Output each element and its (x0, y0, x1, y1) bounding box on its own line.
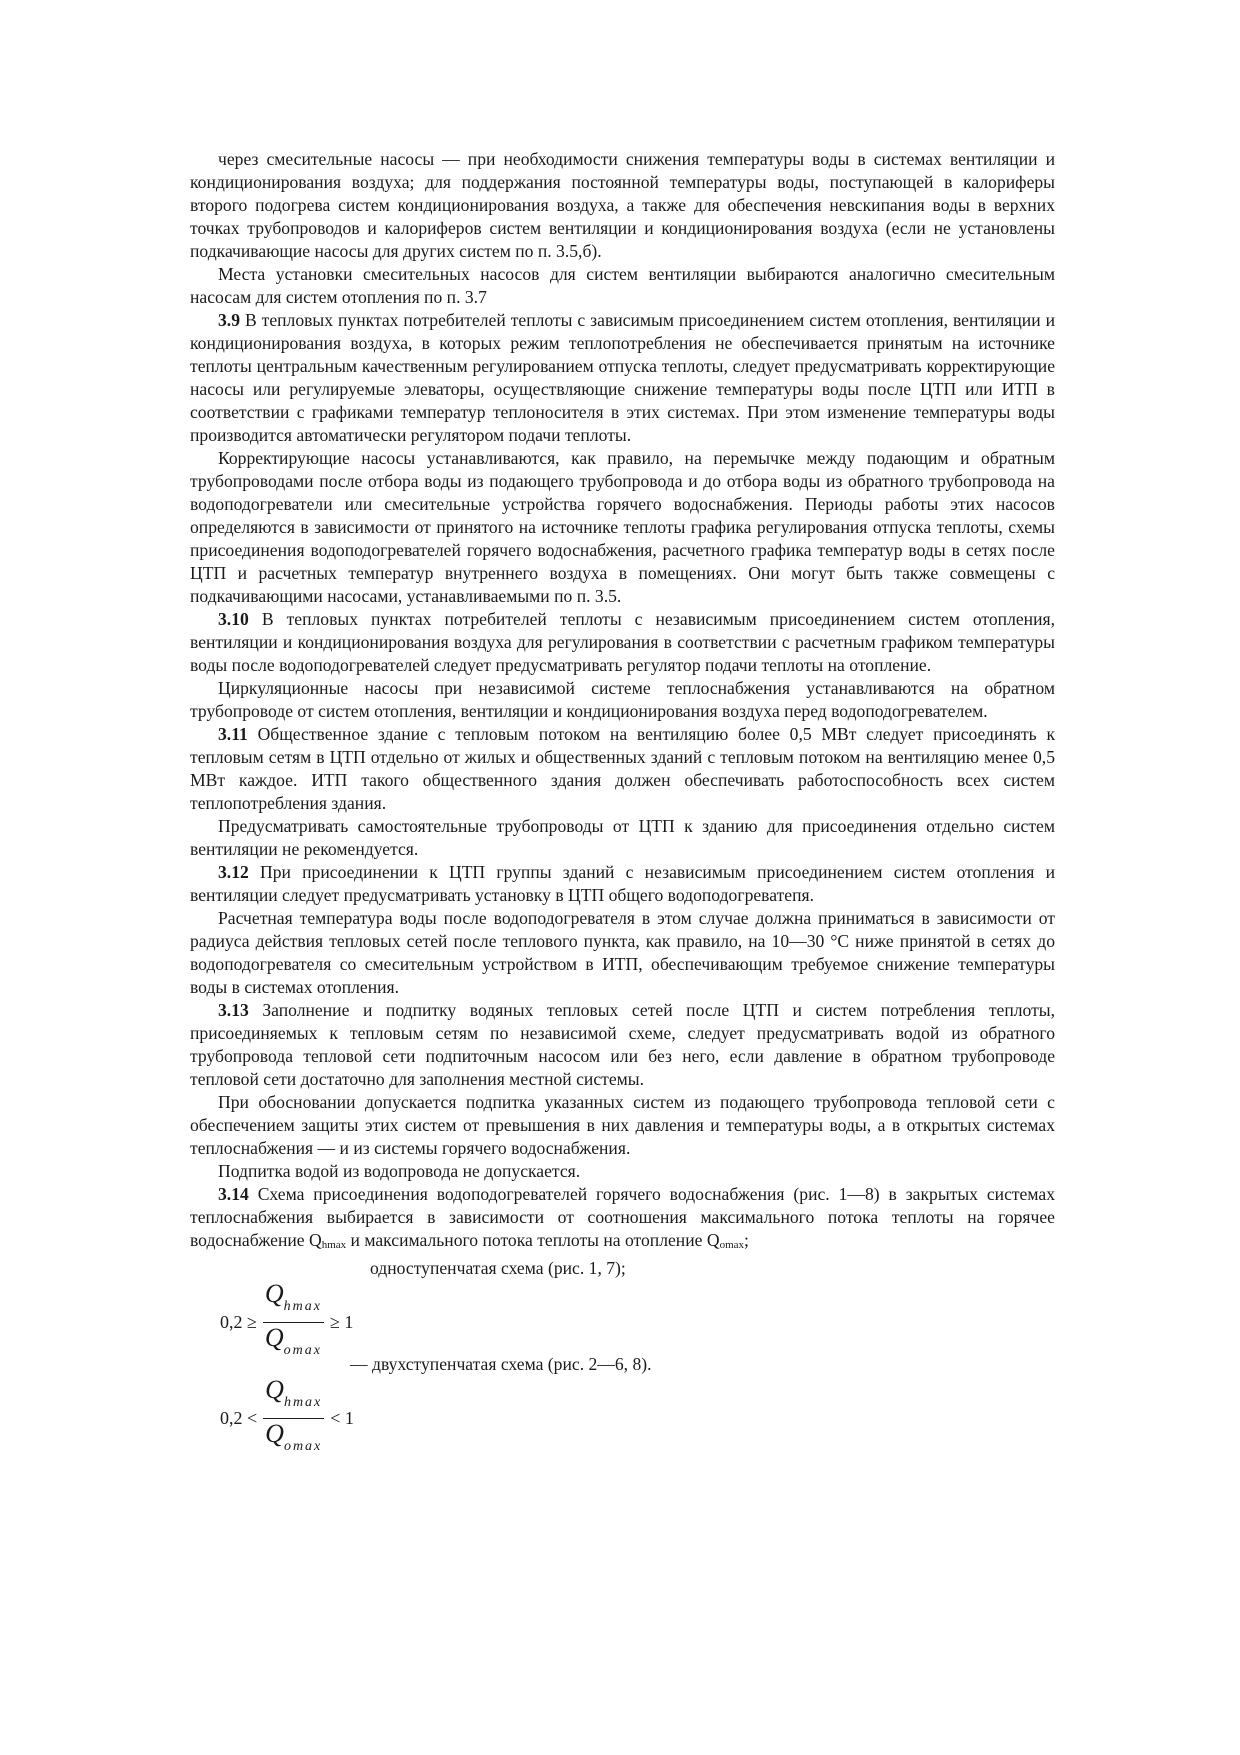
fraction-denominator: $Q_{omax}$ (264, 1323, 322, 1358)
formula-right-side: ≥ 1 (330, 1312, 354, 1332)
formula-left-side: 0,2 < (220, 1408, 258, 1428)
clause-number: 3.12 (218, 862, 249, 882)
clause-number: 3.9 (218, 310, 240, 330)
paragraph-circulation-pumps: Циркуляционные насосы при независимой системе теплоснабжения устанавливаются на обратном трубопроводе от систем отопления, вентиляции и кондиционирования воздуха перед водоподогревателем. (190, 678, 1055, 721)
paragraph-3-12: 3.12 При присоединении к ЦТП группы зданий с независимым присоединением систем отопления и вентиляции следует предусматривать установку в ЦТП общего водоподогреватепя. (190, 862, 1055, 905)
paragraph-mixing-pumps-location: Места установки смесительных насосов для систем вентиляции выбираются аналогично смесительным насосам для систем отопления по п. 3.7 (190, 264, 1055, 307)
paragraph-3-13: 3.13 Заполнение и подпитку водяных тепловых сетей после ЦТП и систем потребления теплоты, присоединяемых к тепловым сетям по независимой схеме, следует предусматривать водой из обратного трубопровода тепловой сети подпиточным насосом или без него, если давление в обратном трубопроводе тепловой сети достаточно для заполнения местной системы. (190, 1000, 1055, 1089)
formula-caption: одноступенчатая схема (рис. 1, 7); (370, 1258, 626, 1278)
clause-number: 3.14 (218, 1184, 249, 1204)
fraction-numerator: $Q_{hmax}$ (265, 1375, 323, 1410)
paragraph-water-supply: Подпитка водой из водопровода не допускается. (218, 1161, 581, 1181)
paragraph-separate-pipes: Предусматривать самостоятельные трубопроводы от ЦТП к зданию для присоединения отдельно систем вентиляции не рекомендуется. (190, 816, 1055, 859)
formula-caption: — двухступенчатая схема (рис. 2—6, 8). (350, 1354, 652, 1374)
paragraph-3-10: 3.10 В тепловых пунктах потребителей теплоты с независимым присоединением систем отопления, вентиляции и кондиционирования воздуха для регулирования в соответствии с расчетным графиком температуры воды после водоподогревателей следует предусматривать регулятор подачи теплоты на отопление. (190, 609, 1055, 675)
inequality-formula (220, 1375, 354, 1462)
document-page (190, 148, 1055, 1454)
formula-right-side: < 1 (330, 1408, 354, 1428)
formula-block-single-stage (190, 1257, 1055, 1358)
formula-block-two-stage (190, 1353, 1055, 1454)
paragraph-design-temperature: Расчетная температура воды после водоподогревателя в этом случае должна приниматься в зависимости от радиуса действия тепловых сетей после теплового пункта, как правило, на 10—30 °С ниже принятой в сетях до водоподогревателя со смесительным устройством в ИТП, обеспечивающим требуемое снижение температуры воды в системах отопления. (190, 908, 1055, 997)
fraction-numerator: $Q_{hmax}$ (264, 1279, 322, 1314)
paragraph-3-9: 3.9 В тепловых пунктах потребителей теплоты с зависимым присоединением систем отопления, вентиляции и кондиционирования воздуха, в которых режим теплопотребления не обеспечивается принятым на источнике теплоты центральным качественным регулированием отпуска теплоты, следует предусматривать корректирующие насосы или регулируемые элеваторы, осуществляющие снижение температуры воды после ЦТП или ИТП в соответствии с графиками температур теплоносителя в этих системах. При этом изменение температуры воды производится автоматически регулятором подачи теплоты. (190, 310, 1055, 445)
paragraph-3-14: 3.14 Схема присоединения водоподогревателей горячего водоснабжения (рис. 1—8) в закрытых системах теплоснабжения выбирается в зависимости от соотношения максимального потока теплоты на горячее водоснабжение Qhmax и максимального потока теплоты на отопление Qomax; (190, 1184, 1055, 1251)
fraction-denominator: $Q_{omax}$ (265, 1419, 323, 1454)
paragraph-mixing-pumps: через смесительные насосы — при необходимости снижения температуры воды в системах вентиляции и кондиционирования воздуха; для поддержания постоянной температуры воды, поступающей в калориферы второго подогрева систем кондиционирования воздуха, а также для обеспечения невскипания воды в верхних точках трубопроводов и калориферов систем вентиляции и кондиционирования воздуха (если не установлены подкачивающие насосы для других систем по п. 3.5,б). (190, 149, 1055, 261)
paragraph-3-11: 3.11 Общественное здание с тепловым потоком на вентиляцию более 0,5 МВт следует присоединять к тепловым сетям в ЦТП отдельно от жилых и общественных зданий с тепловым потоком на вентиляцию менее 0,5 МВт каждое. ИТП такого общественного здания должен обеспечивать работоспособность всех систем теплопотребления здания. (190, 724, 1055, 813)
formula-left-side: 0,2 ≥ (220, 1312, 257, 1332)
fraction (263, 1375, 324, 1462)
paragraph-justification: При обосновании допускается подпитка указанных систем из подающего трубопровода тепловой сети с обеспечением защиты этих систем от превышения в них давления и температуры воды, а в открытых системах теплоснабжения — и из системы горячего водоснабжения. (190, 1092, 1055, 1158)
clause-number: 3.11 (218, 724, 248, 744)
clause-number: 3.13 (218, 1000, 249, 1020)
clause-number: 3.10 (218, 609, 249, 629)
paragraph-corrective-pumps: Корректирующие насосы устанавливаются, как правило, на перемычке между подающим и обратным трубопроводами после отбора воды из подающего трубопровода и до отбора воды из обратного трубопровода на водоподогреватели или смесительные устройства горячего водоснабжения. Периоды работы этих насосов определяются в зависимости от принятого на источнике теплоты графика регулирования отпуска теплоты, схемы присоединения водоподогревателей горячего водоснабжения, расчетного графика температур воды в сетях после ЦТП и расчетных температур внутреннего воздуха в помещениях. Они могут быть также совмещены с подкачивающими насосами, устанавливаемыми по п. 3.5. (190, 448, 1055, 606)
